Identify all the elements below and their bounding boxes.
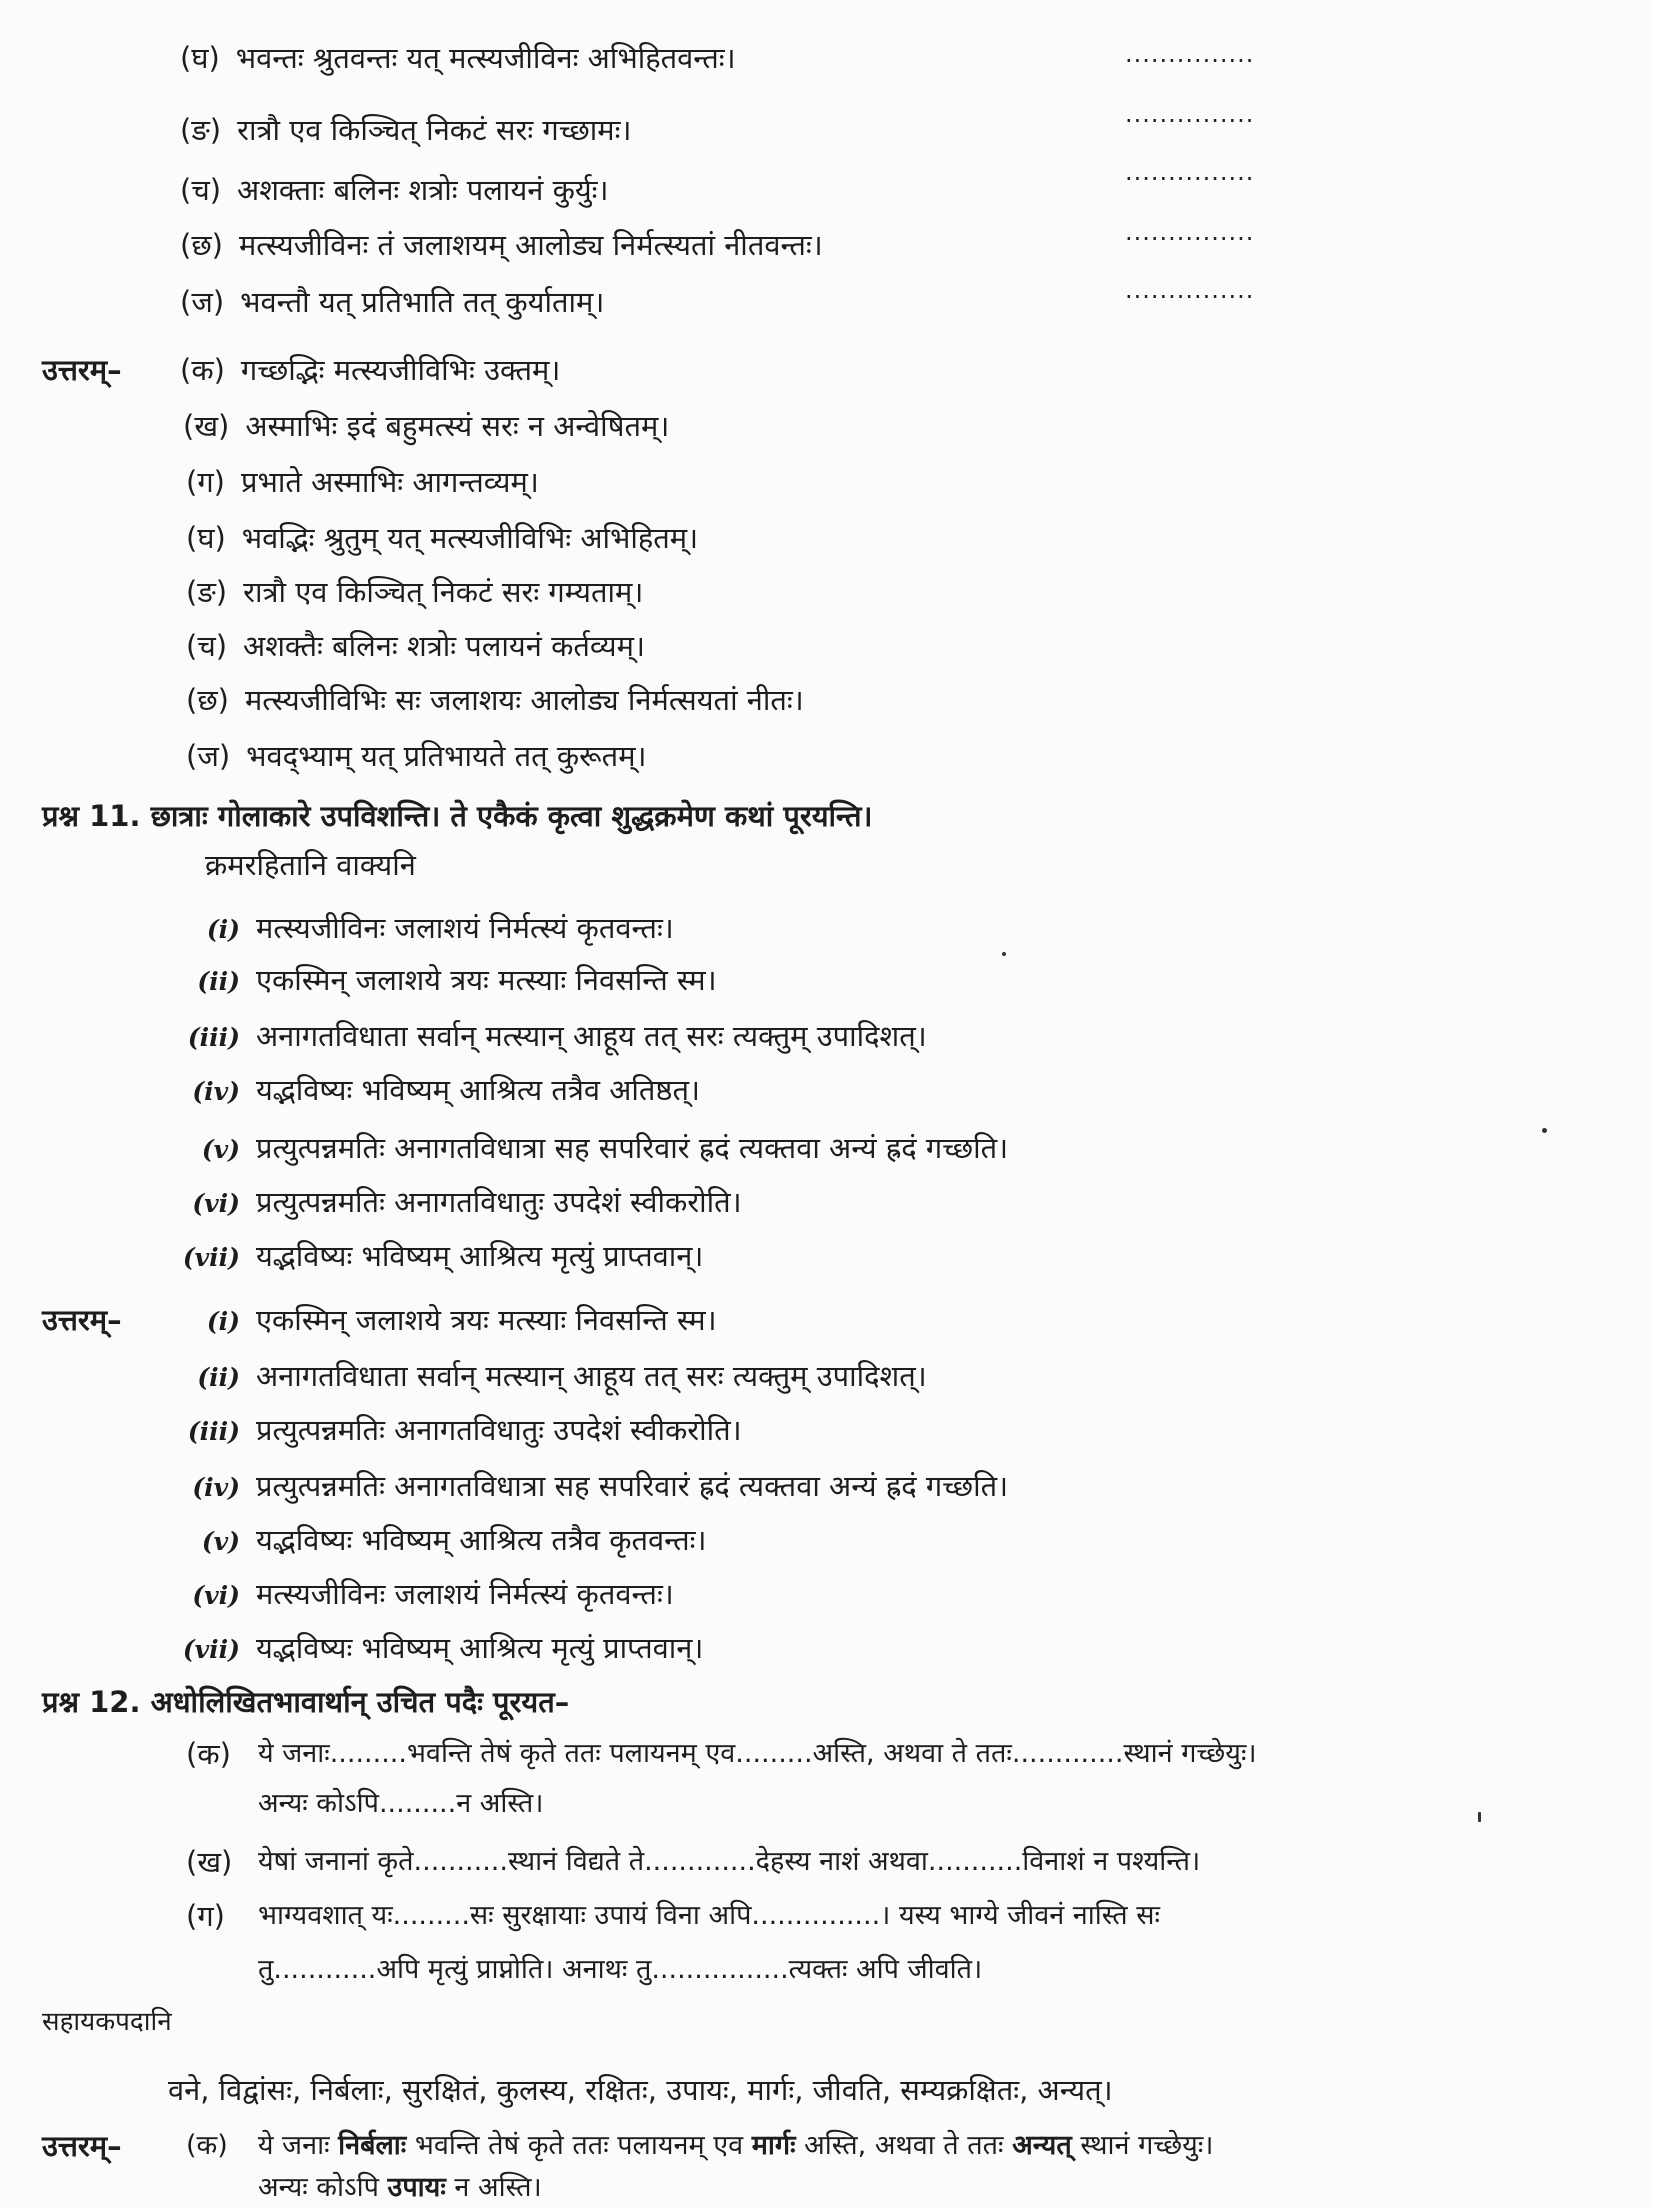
answer-text: न अस्ति। (445, 2172, 542, 2203)
list-item (160, 1520, 706, 1562)
item-marker: (ii) (197, 1363, 240, 1392)
item-text: एकस्मिन् जलाशये त्रयः मत्स्याः निवसन्ति स्म। (256, 963, 717, 997)
item-text: प्रत्युत्पन्नमतिः अनागतविधात्रा सह सपरिवारं ह्रदं त्यक्तवा अन्यं ह्रदं गच्छति। (256, 1131, 1009, 1165)
item-text: एकस्मिन् जलाशये त्रयः मत्स्याः निवसन्ति स्म। (256, 1303, 717, 1337)
item-marker: (vi) (192, 1581, 240, 1610)
list-item (160, 1628, 703, 1670)
answer-k-line (258, 2168, 542, 2208)
fill-item-line: ये जनाः.........भवन्ति तेषं कृते ततः पलायनम् एव.........अस्ति, अथवा ते ततः.............स्थानं गच्छेयुः। (258, 1738, 1257, 1769)
item-marker: (ख) (183, 409, 230, 443)
list-item (160, 1574, 674, 1616)
fill-item-line: अन्यः कोऽपि.........न अस्ति। (258, 1788, 544, 1819)
helper-words-label: सहायकपदानि (42, 2007, 172, 2037)
answer-text: अन्यः कोऽपि (258, 2172, 388, 2203)
helper-words: वने, विद्वांसः, निर्बलाः, सुरक्षितं, कुलस्य, रक्षितः, उपायः, मार्गः, जीवति, सम्यक्रक्षितः, अन्यत्। (168, 2073, 1113, 2107)
item-text: प्रभाते अस्माभिः आगन्तव्यम्। (240, 465, 539, 499)
item-marker: (vii) (182, 1635, 240, 1664)
filled-word: निर्बलाः (338, 2130, 407, 2161)
list-item (183, 406, 669, 446)
item-text: मत्स्यजीविनः जलाशयं निर्मत्स्यं कृतवन्तः। (256, 911, 674, 945)
item-marker: (iv) (192, 1473, 240, 1502)
item-marker: (i) (206, 1307, 240, 1336)
item-text: अनागतविधाता सर्वान् मत्स्यान् आहूय तत् सरः त्यक्तुम् उपादिशत्। (256, 1019, 927, 1053)
scan-speck (1002, 952, 1006, 956)
item-text: गच्छद्भिः मत्स्यजीविभिः उक्तम्। (240, 353, 561, 387)
item-marker: (iii) (187, 1023, 240, 1052)
scan-speck (1478, 1812, 1481, 1822)
list-item (160, 1466, 1008, 1508)
list-item (160, 1070, 700, 1112)
question-12-title: प्रश्न 12. अधोलिखितभावार्थान् उचित पदैः पूरयत– (42, 1685, 570, 1719)
list-item (160, 908, 674, 950)
item-marker: (ङ) (180, 113, 222, 147)
item-text: अस्माभिः इदं बहुमत्स्यं सरः न अन्वेषितम्। (245, 409, 670, 443)
list-item (160, 1300, 717, 1342)
item-text: यद्भविष्यः भविष्यम् आश्रित्य तत्रैव अतिष्ठत्। (256, 1073, 701, 1107)
fill-item-mark: (ख) (186, 1845, 233, 1879)
item-marker: (i) (206, 915, 240, 944)
answer-k-line (186, 2126, 1214, 2166)
fill-item-line: येषां जनानां कृते...........स्थानं विद्यते ते.............देहस्य नाशं अथवा...........विनाशं न पश्यन्ति। (258, 1846, 1201, 1877)
item-marker: (ज) (180, 285, 225, 319)
item-text: अनागतविधाता सर्वान् मत्स्यान् आहूय तत् सरः त्यक्तुम् उपादिशत्। (256, 1359, 927, 1393)
item-marker: (ii) (197, 967, 240, 996)
fill-item-line: तु............अपि मृत्युं प्राप्नोति। अनाथः तु................त्यक्तः अपि जीवति। (258, 1954, 983, 1985)
answer-text: भवन्ति तेषं कृते ततः पलायनम् एव (406, 2130, 752, 2161)
scan-speck (1542, 1128, 1547, 1133)
list-item (180, 110, 631, 150)
list-item (160, 1016, 927, 1058)
answer-blank: ............... (1125, 158, 1255, 186)
list-item (160, 1410, 742, 1452)
item-text: अशक्ताः बलिनः शत्रोः पलायनं कुर्युः। (237, 173, 609, 207)
answer-blank: ............... (1125, 218, 1255, 246)
list-item (186, 680, 804, 720)
list-item (160, 960, 717, 1002)
item-text: भवन्तौ यत् प्रतिभाति तत् कुर्याताम्। (240, 285, 605, 319)
item-text: भवन्तः श्रुतवन्तः यत् मत्स्यजीविनः अभिहितवन्तः। (235, 41, 736, 75)
item-text: मत्स्यजीविनः तं जलाशयम् आलोड्य निर्मत्स्यतां नीतवन्तः। (238, 228, 823, 262)
item-marker: (v) (201, 1527, 240, 1556)
list-item (186, 462, 539, 502)
answer-text: अस्ति, अथवा ते ततः (795, 2130, 1013, 2161)
item-marker: (iii) (187, 1417, 240, 1446)
item-marker: (छ) (180, 228, 223, 262)
list-item (180, 225, 823, 265)
item-marker: (क) (180, 353, 225, 387)
list-item (180, 170, 609, 210)
item-marker: (iv) (192, 1077, 240, 1106)
item-text: यद्भविष्यः भविष्यम् आश्रित्य तत्रैव कृतवन्तः। (256, 1523, 707, 1557)
list-item (180, 282, 604, 322)
filled-word: अन्यत् (1012, 2130, 1072, 2161)
list-item (186, 572, 643, 612)
answer-label: उत्तरम्– (42, 2129, 122, 2163)
item-text: प्रत्युत्पन्नमतिः अनागतविधातुः उपदेशं स्वीकरोति। (256, 1413, 742, 1447)
answer-label: उत्तरम्– (42, 353, 122, 387)
item-text: प्रत्युत्पन्नमतिः अनागतविधात्रा सह सपरिवारं ह्रदं त्यक्तवा अन्यं ह्रदं गच्छति। (256, 1469, 1009, 1503)
question-11-title: प्रश्न 11. छात्राः गोलाकारे उपविशन्ति। ते एकैकं कृत्वा शुद्धक्रमेण कथां पूरयन्ति। (42, 799, 873, 833)
item-marker: (च) (180, 173, 222, 207)
list-item (160, 1182, 742, 1224)
answer-label: उत्तरम्– (42, 1303, 122, 1337)
item-marker: (च) (186, 629, 228, 663)
filled-word: उपायः (387, 2172, 446, 2203)
answer-blank: ............... (1125, 100, 1255, 128)
item-text: अशक्तैः बलिनः शत्रोः पलायनं कर्तव्यम्। (243, 629, 645, 663)
item-text: मत्स्यजीविनः जलाशयं निर्मत्स्यं कृतवन्तः। (256, 1577, 674, 1611)
item-marker: (v) (201, 1135, 240, 1164)
fill-item-mark: (ग) (186, 1899, 225, 1933)
filled-word: मार्गः (751, 2130, 796, 2161)
item-marker: (vii) (182, 1243, 240, 1272)
answer-blank: ............... (1125, 40, 1255, 68)
list-item (186, 736, 647, 776)
list-item (180, 350, 560, 390)
item-text: रात्रौ एव किञ्चित् निकटं सरः गच्छामः। (237, 113, 632, 147)
item-text: प्रत्युत्पन्नमतिः अनागतविधातुः उपदेशं स्वीकरोति। (256, 1185, 742, 1219)
item-marker: (घ) (180, 41, 220, 75)
fill-item-mark: (क) (186, 1737, 231, 1771)
answer-blank: ............... (1125, 276, 1255, 304)
item-marker: (क) (186, 2130, 228, 2161)
item-text: भवद्भिः श्रुतुम् यत् मत्स्यजीविभिः अभिहितम्। (241, 521, 699, 555)
item-marker: (ग) (186, 465, 225, 499)
item-text: मत्स्यजीविभिः सः जलाशयः आलोड्य निर्मत्सयतां नीतः। (244, 683, 804, 717)
fill-item-line: भाग्यवशात् यः.........सः सुरक्षायाः उपायं विना अपि...............। यस्य भाग्ये जीवनं नास्ति सः (258, 1900, 1160, 1931)
item-marker: (ज) (186, 739, 231, 773)
item-marker: (ङ) (186, 575, 228, 609)
question-11-subtitle: क्रमरहितानि वाक्यनि (205, 848, 416, 882)
list-item (160, 1356, 927, 1398)
item-text: यद्भविष्यः भविष्यम् आश्रित्य मृत्युं प्राप्तवान्। (256, 1239, 704, 1273)
item-marker: (vi) (192, 1189, 240, 1218)
answer-text: ये जनाः (257, 2130, 339, 2161)
answer-text: स्थानं गच्छेयुः। (1071, 2130, 1214, 2161)
list-item (186, 626, 645, 666)
list-item (180, 38, 736, 78)
item-text: रात्रौ एव किञ्चित् निकटं सरः गम्यताम्। (243, 575, 644, 609)
list-item (160, 1128, 1008, 1170)
item-marker: (घ) (186, 521, 226, 555)
item-text: यद्भविष्यः भविष्यम् आश्रित्य मृत्युं प्राप्तवान्। (256, 1631, 704, 1665)
item-marker: (छ) (186, 683, 229, 717)
item-text: भवद्भ्याम् यत् प्रतिभायते तत् कुरूतम्। (246, 739, 647, 773)
list-item (160, 1236, 703, 1278)
list-item (186, 518, 698, 558)
